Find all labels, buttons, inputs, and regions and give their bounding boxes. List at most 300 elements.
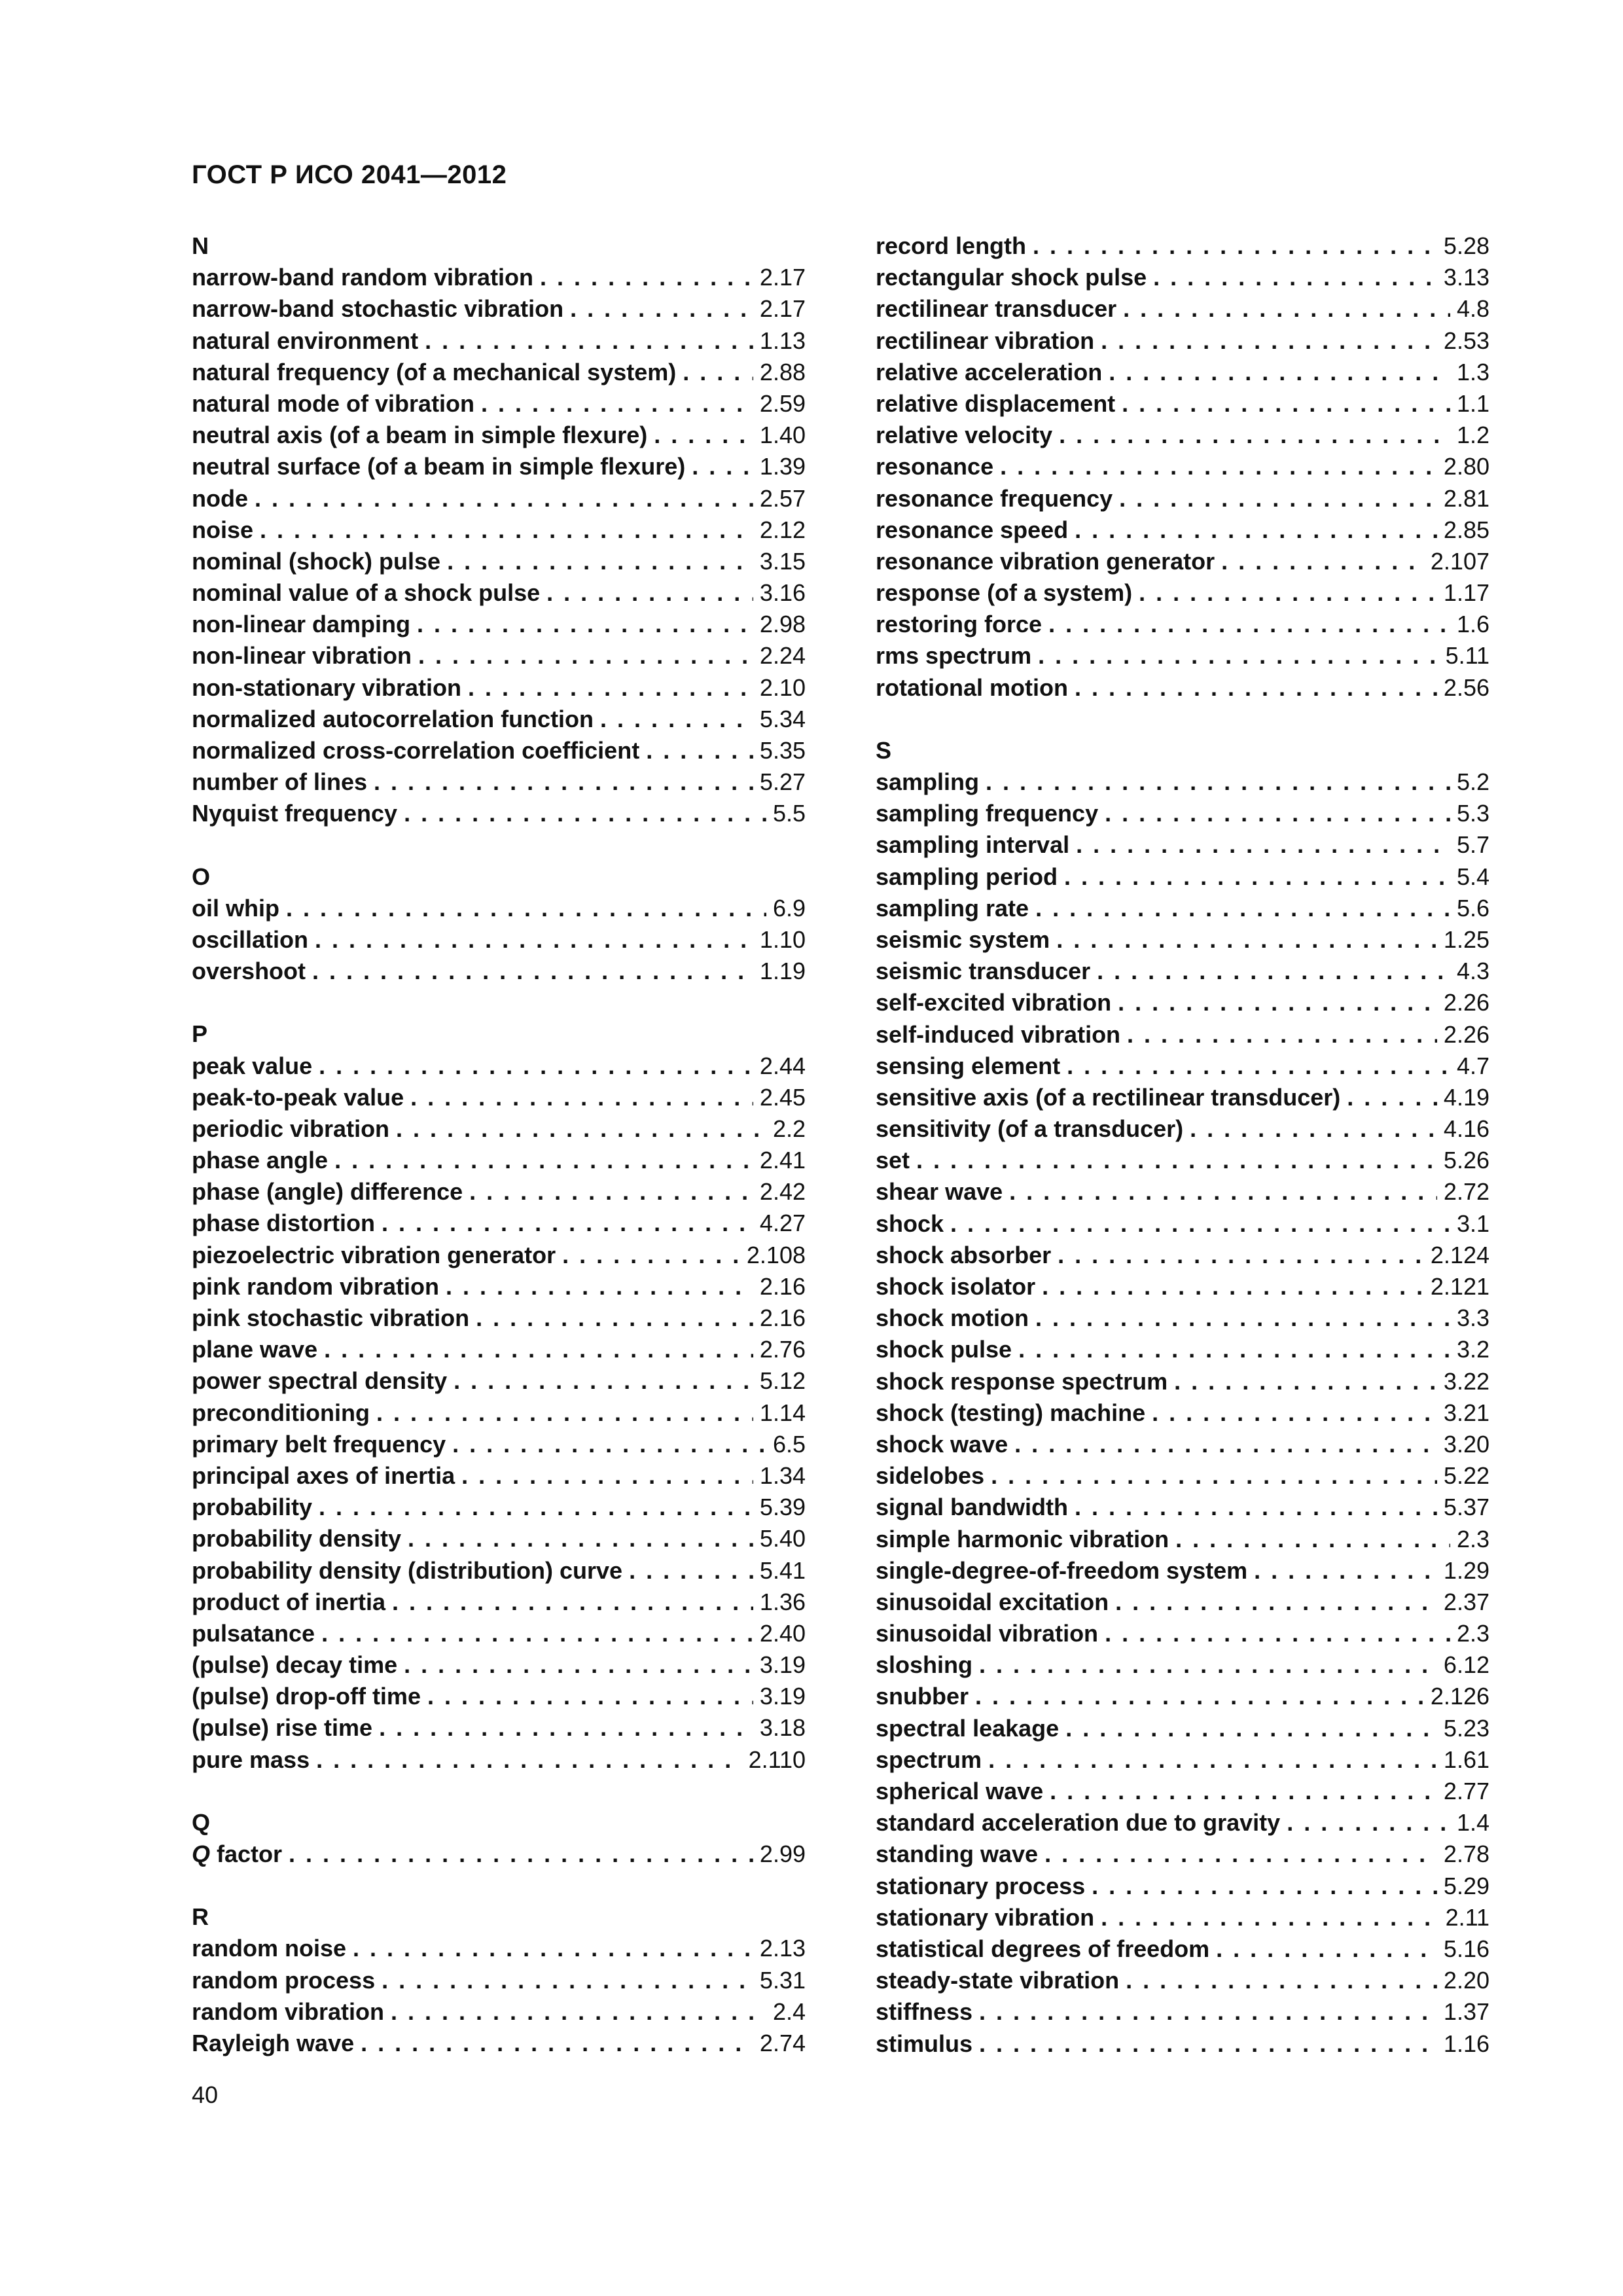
index-term: pink stochastic vibration bbox=[192, 1304, 470, 1331]
dot-leader bbox=[1122, 388, 1450, 420]
index-reference-number: 2.80 bbox=[1443, 453, 1489, 480]
index-reference-number: 3.19 bbox=[759, 1651, 806, 1679]
index-reference-number: 5.27 bbox=[759, 768, 806, 796]
index-entry bbox=[192, 1334, 806, 1365]
index-term: non-linear vibration bbox=[192, 642, 412, 670]
dot-leader bbox=[1058, 1240, 1424, 1271]
index-reference-number: 3.18 bbox=[759, 1714, 806, 1742]
dot-leader bbox=[654, 420, 753, 451]
dot-leader bbox=[1152, 1397, 1437, 1429]
dot-leader bbox=[1048, 609, 1450, 640]
index-reference-number: 2.99 bbox=[759, 1840, 806, 1867]
index-term: rotational motion bbox=[876, 673, 1068, 701]
dot-leader bbox=[392, 1587, 753, 1618]
dot-leader bbox=[391, 1996, 766, 2028]
dot-leader bbox=[417, 609, 753, 640]
index-reference-number: 2.59 bbox=[759, 389, 806, 417]
index-reference-number: 4.8 bbox=[1456, 295, 1489, 323]
index-term: relative velocity bbox=[876, 422, 1053, 449]
index-entry bbox=[192, 1933, 806, 1964]
index-entry bbox=[192, 1082, 806, 1113]
index-reference-number: 3.1 bbox=[1456, 1210, 1489, 1237]
index-column-right bbox=[876, 230, 1489, 2060]
index-term: shock response spectrum bbox=[876, 1367, 1168, 1395]
dot-leader bbox=[319, 1050, 753, 1082]
dot-leader bbox=[1123, 293, 1450, 325]
index-term: noise bbox=[192, 516, 254, 543]
index-entry bbox=[192, 1113, 806, 1145]
index-reference-number: 2.108 bbox=[746, 1241, 806, 1268]
index-term: Nyquist frequency bbox=[192, 800, 398, 827]
index-reference-number: 5.41 bbox=[759, 1556, 806, 1584]
index-term: seismic transducer bbox=[876, 958, 1091, 985]
index-reference-number: 2.81 bbox=[1443, 484, 1489, 512]
index-entry bbox=[876, 1524, 1489, 1555]
dot-leader bbox=[1101, 325, 1437, 357]
dot-leader bbox=[1216, 1933, 1437, 1965]
dot-leader bbox=[379, 1712, 753, 1744]
dot-leader bbox=[979, 1996, 1437, 2028]
dot-leader bbox=[1115, 1587, 1437, 1618]
dot-leader bbox=[361, 2028, 753, 2059]
index-reference-number: 4.7 bbox=[1456, 1052, 1489, 1079]
index-entry bbox=[876, 514, 1489, 546]
index-entry bbox=[192, 1744, 806, 1776]
dot-leader bbox=[404, 1649, 753, 1681]
index-term: sensitive axis (of a rectilinear transducer) bbox=[876, 1083, 1341, 1111]
index-entry bbox=[876, 1334, 1489, 1365]
index-entry bbox=[192, 1429, 806, 1460]
dot-leader bbox=[324, 1334, 753, 1365]
section-letter: N bbox=[192, 232, 209, 259]
index-entry bbox=[876, 956, 1489, 987]
index-term: natural mode of vibration bbox=[192, 389, 475, 417]
index-term: record length bbox=[876, 232, 1027, 259]
index-reference-number: 1.13 bbox=[759, 327, 806, 354]
index-term: single-degree-of-freedom system bbox=[876, 1556, 1248, 1584]
dot-leader bbox=[469, 1176, 753, 1208]
index-reference-number: 6.9 bbox=[772, 894, 806, 922]
index-entry bbox=[192, 1618, 806, 1649]
index-reference-number: 5.7 bbox=[1456, 831, 1489, 859]
dot-leader bbox=[1092, 1871, 1437, 1902]
index-reference-number: 2.37 bbox=[1443, 1588, 1489, 1615]
index-term: sidelobes bbox=[876, 1462, 985, 1490]
index-entry bbox=[192, 420, 806, 451]
index-section bbox=[876, 735, 1489, 2060]
index-section bbox=[192, 1018, 806, 1776]
dot-leader bbox=[319, 1492, 753, 1523]
index-reference-number: 2.3 bbox=[1456, 1620, 1489, 1647]
dot-leader bbox=[1153, 262, 1437, 293]
index-term: shock wave bbox=[876, 1430, 1008, 1458]
index-term-italic: Q bbox=[192, 1840, 211, 1867]
index-entry bbox=[876, 388, 1489, 420]
index-term: product of inertia bbox=[192, 1588, 385, 1615]
index-entry bbox=[876, 924, 1489, 956]
index-term: steady-state vibration bbox=[876, 1967, 1120, 1994]
index-entry bbox=[876, 1429, 1489, 1460]
index-reference-number: 2.16 bbox=[759, 1272, 806, 1300]
index-entry bbox=[192, 1302, 806, 1334]
index-reference-number: 6.5 bbox=[772, 1430, 806, 1458]
index-reference-number: 4.16 bbox=[1443, 1115, 1489, 1143]
dot-leader bbox=[1174, 1366, 1437, 1397]
index-entry bbox=[876, 1302, 1489, 1334]
index-entry bbox=[876, 1145, 1489, 1176]
index-term-text: factor bbox=[210, 1840, 283, 1867]
index-term: stationary vibration bbox=[876, 1903, 1095, 1931]
index-entry bbox=[876, 1996, 1489, 2028]
dot-leader bbox=[1033, 230, 1437, 262]
dot-leader bbox=[1075, 1492, 1437, 1523]
index-term bbox=[192, 1839, 282, 1870]
index-entry bbox=[192, 956, 806, 987]
index-reference-number: 1.2 bbox=[1456, 422, 1489, 449]
index-entry bbox=[192, 640, 806, 672]
index-term: stimulus bbox=[876, 2030, 973, 2057]
index-term: snubber bbox=[876, 1683, 969, 1710]
index-entry bbox=[876, 1460, 1489, 1492]
index-term: probability density (distribution) curve bbox=[192, 1556, 623, 1584]
dot-leader bbox=[315, 924, 753, 956]
index-entry bbox=[876, 262, 1489, 293]
index-term: non-linear damping bbox=[192, 611, 411, 638]
index-term: rectilinear vibration bbox=[876, 327, 1095, 354]
index-reference-number: 4.19 bbox=[1443, 1083, 1489, 1111]
section-letter: S bbox=[876, 736, 892, 764]
index-term: resonance frequency bbox=[876, 484, 1113, 512]
index-entry bbox=[876, 1649, 1489, 1681]
index-term: neutral surface (of a beam in simple flexure) bbox=[192, 453, 686, 480]
index-term: neutral axis (of a beam in simple flexure) bbox=[192, 422, 648, 449]
index-reference-number: 1.16 bbox=[1443, 2030, 1489, 2057]
dot-leader bbox=[418, 640, 753, 672]
index-reference-number: 2.88 bbox=[759, 358, 806, 386]
index-reference-number: 2.11 bbox=[1445, 1903, 1489, 1931]
index-term: normalized cross-correlation coefficient bbox=[192, 737, 640, 764]
index-entry bbox=[876, 798, 1489, 829]
index-term: peak value bbox=[192, 1052, 313, 1079]
index-reference-number: 2.78 bbox=[1443, 1840, 1489, 1868]
index-entry bbox=[876, 1618, 1489, 1649]
index-term: principal axes of inertia bbox=[192, 1462, 455, 1489]
index-reference-number: 5.3 bbox=[1456, 800, 1489, 827]
index-entry bbox=[876, 672, 1489, 704]
index-reference-number: 2.110 bbox=[748, 1746, 806, 1773]
index-entry bbox=[192, 1839, 806, 1870]
index-term: sampling bbox=[876, 768, 980, 795]
index-entry bbox=[876, 2028, 1489, 2060]
index-reference-number: 1.14 bbox=[759, 1399, 806, 1426]
index-term: stationary process bbox=[876, 1872, 1086, 1899]
index-term: preconditioning bbox=[192, 1399, 370, 1426]
index-entry bbox=[192, 924, 806, 956]
dot-leader bbox=[1042, 1271, 1424, 1302]
index-term: peak-to-peak value bbox=[192, 1083, 404, 1111]
index-section bbox=[876, 230, 1489, 704]
index-term: sensitivity (of a transducer) bbox=[876, 1115, 1184, 1143]
index-entry bbox=[876, 546, 1489, 577]
dot-leader bbox=[376, 1397, 753, 1429]
index-reference-number: 2.124 bbox=[1430, 1241, 1489, 1268]
index-section bbox=[192, 1901, 806, 2059]
index-entry bbox=[876, 1397, 1489, 1429]
index-reference-number: 5.29 bbox=[1443, 1872, 1489, 1899]
index-reference-number: 5.28 bbox=[1443, 232, 1489, 259]
index-term: random process bbox=[192, 1966, 376, 1994]
index-term: sinusoidal vibration bbox=[876, 1620, 1099, 1647]
index-reference-number: 3.15 bbox=[759, 547, 806, 575]
index-term: probability density bbox=[192, 1525, 402, 1552]
index-entry bbox=[192, 1965, 806, 1996]
index-reference-number: 2.45 bbox=[759, 1083, 806, 1111]
index-entry bbox=[192, 1365, 806, 1397]
index-reference-number: 2.53 bbox=[1443, 327, 1489, 354]
index-entry bbox=[876, 1713, 1489, 1744]
index-entry bbox=[192, 2028, 806, 2059]
index-entry bbox=[192, 577, 806, 609]
index-term: spectral leakage bbox=[876, 1714, 1060, 1742]
index-term: spherical wave bbox=[876, 1778, 1044, 1804]
index-reference-number: 1.61 bbox=[1443, 1746, 1489, 1773]
index-entry bbox=[876, 861, 1489, 893]
dot-leader bbox=[1044, 1839, 1437, 1870]
index-reference-number: 2.40 bbox=[759, 1619, 806, 1647]
dot-leader bbox=[404, 798, 766, 829]
dot-leader bbox=[1059, 420, 1450, 451]
dot-leader bbox=[452, 1429, 766, 1460]
index-term: phase distortion bbox=[192, 1210, 376, 1237]
dot-leader bbox=[975, 1681, 1424, 1712]
dot-leader bbox=[646, 735, 753, 766]
dot-leader bbox=[312, 956, 753, 987]
index-reference-number: 2.121 bbox=[1430, 1273, 1489, 1300]
index-term: natural frequency (of a mechanical system) bbox=[192, 358, 677, 386]
index-term: signal bandwidth bbox=[876, 1494, 1068, 1521]
index-entry bbox=[192, 1460, 806, 1492]
index-reference-number: 2.2 bbox=[772, 1115, 806, 1142]
index-reference-number: 1.4 bbox=[1456, 1809, 1489, 1837]
index-reference-number: 3.16 bbox=[759, 579, 806, 607]
index-reference-number: 2.72 bbox=[1443, 1178, 1489, 1206]
index-reference-number: 5.22 bbox=[1443, 1462, 1489, 1490]
index-reference-number: 2.16 bbox=[759, 1304, 806, 1331]
index-entry bbox=[192, 1555, 806, 1587]
index-reference-number: 1.3 bbox=[1456, 358, 1489, 386]
index-reference-number: 5.37 bbox=[1443, 1494, 1489, 1521]
index-entry bbox=[876, 1555, 1489, 1587]
index-term: shock pulse bbox=[876, 1336, 1012, 1363]
index-reference-number: 5.4 bbox=[1456, 863, 1489, 890]
index-entry bbox=[192, 451, 806, 482]
dot-leader bbox=[454, 1365, 753, 1397]
index-entry bbox=[876, 1082, 1489, 1113]
dot-leader bbox=[991, 1460, 1437, 1492]
index-entry bbox=[192, 1523, 806, 1554]
index-entry bbox=[192, 1145, 806, 1176]
index-reference-number: 4.3 bbox=[1456, 958, 1489, 985]
dot-leader bbox=[382, 1208, 753, 1239]
dot-leader bbox=[255, 483, 753, 514]
index-entry bbox=[192, 1996, 806, 2028]
index-term: narrow-band stochastic vibration bbox=[192, 295, 564, 323]
index-reference-number: 2.20 bbox=[1443, 1967, 1489, 1994]
index-term: standard acceleration due to gravity bbox=[876, 1809, 1281, 1837]
index-term: sampling period bbox=[876, 863, 1058, 890]
index-term: pulsatance bbox=[192, 1619, 315, 1647]
index-entry bbox=[192, 483, 806, 514]
index-reference-number: 2.126 bbox=[1430, 1683, 1489, 1710]
dot-leader bbox=[1287, 1807, 1450, 1839]
index-section bbox=[192, 230, 806, 830]
index-reference-number: 6.12 bbox=[1443, 1651, 1489, 1679]
index-entry bbox=[192, 388, 806, 420]
index-term: seismic system bbox=[876, 925, 1050, 953]
dot-leader bbox=[986, 766, 1450, 798]
index-reference-number: 3.19 bbox=[759, 1683, 806, 1710]
index-entry bbox=[876, 1807, 1489, 1839]
dot-leader bbox=[1254, 1555, 1437, 1587]
index-reference-number: 3.21 bbox=[1443, 1399, 1489, 1426]
index-term: plane wave bbox=[192, 1336, 318, 1363]
dot-leader bbox=[1139, 577, 1437, 609]
index-entry bbox=[876, 1776, 1489, 1807]
index-entry bbox=[876, 609, 1489, 640]
index-term: non-stationary vibration bbox=[192, 673, 462, 701]
index-entry bbox=[876, 1933, 1489, 1965]
index-term: spectrum bbox=[876, 1746, 982, 1773]
dot-leader bbox=[374, 766, 753, 798]
dot-leader bbox=[334, 1145, 753, 1176]
index-term: sampling rate bbox=[876, 894, 1029, 922]
index-term: piezoelectric vibration generator bbox=[192, 1241, 556, 1268]
index-reference-number: 3.22 bbox=[1443, 1367, 1489, 1395]
dot-leader bbox=[1126, 1965, 1437, 1996]
dot-leader bbox=[600, 704, 753, 735]
dot-leader bbox=[1050, 1776, 1437, 1807]
dot-leader bbox=[692, 451, 753, 482]
index-term: relative displacement bbox=[876, 389, 1116, 417]
index-term: sensing element bbox=[876, 1052, 1061, 1079]
index-term: shock bbox=[876, 1210, 944, 1237]
index-section bbox=[192, 1807, 806, 1870]
index-term: node bbox=[192, 484, 248, 512]
index-entry bbox=[876, 766, 1489, 798]
dot-leader bbox=[1067, 1050, 1450, 1082]
index-term: response (of a system) bbox=[876, 579, 1133, 607]
section-letter: P bbox=[192, 1020, 208, 1048]
index-entry bbox=[192, 357, 806, 388]
index-entry bbox=[192, 1681, 806, 1712]
dot-leader bbox=[1000, 451, 1437, 482]
index-reference-number: 2.41 bbox=[759, 1147, 806, 1174]
index-reference-number: 4.27 bbox=[759, 1210, 806, 1237]
index-term: nominal (shock) pulse bbox=[192, 547, 441, 575]
dot-leader bbox=[481, 388, 753, 420]
index-term: sampling frequency bbox=[876, 800, 1099, 827]
index-reference-number: 1.25 bbox=[1443, 925, 1489, 953]
index-entry bbox=[192, 704, 806, 735]
section-letter: Q bbox=[192, 1808, 211, 1836]
index-entry bbox=[876, 483, 1489, 514]
index-reference-number: 1.37 bbox=[1443, 1998, 1489, 2026]
dot-leader bbox=[408, 1523, 753, 1554]
index-term: shock absorber bbox=[876, 1241, 1052, 1268]
index-entry bbox=[876, 1839, 1489, 1870]
index-reference-number: 5.6 bbox=[1456, 894, 1489, 922]
index-term: set bbox=[876, 1147, 910, 1174]
index-reference-number: 3.13 bbox=[1443, 264, 1489, 291]
index-reference-number: 1.19 bbox=[759, 958, 806, 985]
dot-leader bbox=[1075, 514, 1437, 546]
dot-leader bbox=[286, 893, 766, 924]
index-term: rectangular shock pulse bbox=[876, 264, 1147, 291]
index-reference-number: 2.12 bbox=[759, 516, 806, 543]
index-entry bbox=[876, 1871, 1489, 1902]
dot-leader bbox=[427, 1681, 753, 1712]
index-reference-number: 3.20 bbox=[1443, 1430, 1489, 1458]
index-term: shock isolator bbox=[876, 1273, 1036, 1300]
index-term: resonance vibration generator bbox=[876, 547, 1215, 575]
index-entry bbox=[192, 893, 806, 924]
dot-leader bbox=[1076, 829, 1450, 861]
dot-leader bbox=[950, 1208, 1450, 1240]
index-reference-number: 2.107 bbox=[1430, 547, 1489, 575]
index-entry bbox=[876, 1492, 1489, 1523]
index-reference-number: 5.12 bbox=[759, 1367, 806, 1395]
index-term: sinusoidal excitation bbox=[876, 1588, 1109, 1615]
dot-leader bbox=[916, 1145, 1437, 1176]
index-term: nominal value of a shock pulse bbox=[192, 579, 541, 607]
index-reference-number: 2.56 bbox=[1443, 673, 1489, 701]
index-reference-number: 1.10 bbox=[759, 925, 806, 953]
index-reference-number: 5.16 bbox=[1443, 1935, 1489, 1962]
index-entry bbox=[192, 514, 806, 546]
dot-leader bbox=[446, 1271, 753, 1302]
index-term: power spectral density bbox=[192, 1367, 448, 1395]
index-entry bbox=[192, 1208, 806, 1239]
index-entry bbox=[876, 1965, 1489, 1996]
index-entry bbox=[876, 640, 1489, 672]
index-entry bbox=[876, 1366, 1489, 1397]
dot-leader bbox=[1175, 1524, 1450, 1555]
section-letter: R bbox=[192, 1903, 209, 1931]
index-entry bbox=[876, 230, 1489, 262]
index-column-left bbox=[192, 230, 806, 2059]
page-number: 40 bbox=[192, 2081, 219, 2108]
index-term: sloshing bbox=[876, 1651, 973, 1679]
index-term: (pulse) drop-off time bbox=[192, 1683, 421, 1710]
index-term: restoring force bbox=[876, 611, 1043, 638]
index-entry bbox=[876, 451, 1489, 482]
index-entry bbox=[192, 672, 806, 704]
dot-leader bbox=[476, 1302, 753, 1334]
index-reference-number: 2.4 bbox=[772, 1998, 806, 2025]
index-term: self-excited vibration bbox=[876, 989, 1112, 1016]
dot-leader bbox=[1056, 924, 1437, 956]
index-entry bbox=[876, 293, 1489, 325]
dot-leader bbox=[447, 546, 753, 577]
index-entry bbox=[192, 1271, 806, 1302]
index-term: random vibration bbox=[192, 1998, 385, 2025]
dot-leader bbox=[1064, 861, 1450, 893]
dot-leader bbox=[410, 1082, 753, 1113]
dot-leader bbox=[1347, 1082, 1437, 1113]
index-term: rms spectrum bbox=[876, 642, 1032, 670]
index-entry bbox=[192, 766, 806, 798]
dot-leader bbox=[425, 325, 753, 357]
